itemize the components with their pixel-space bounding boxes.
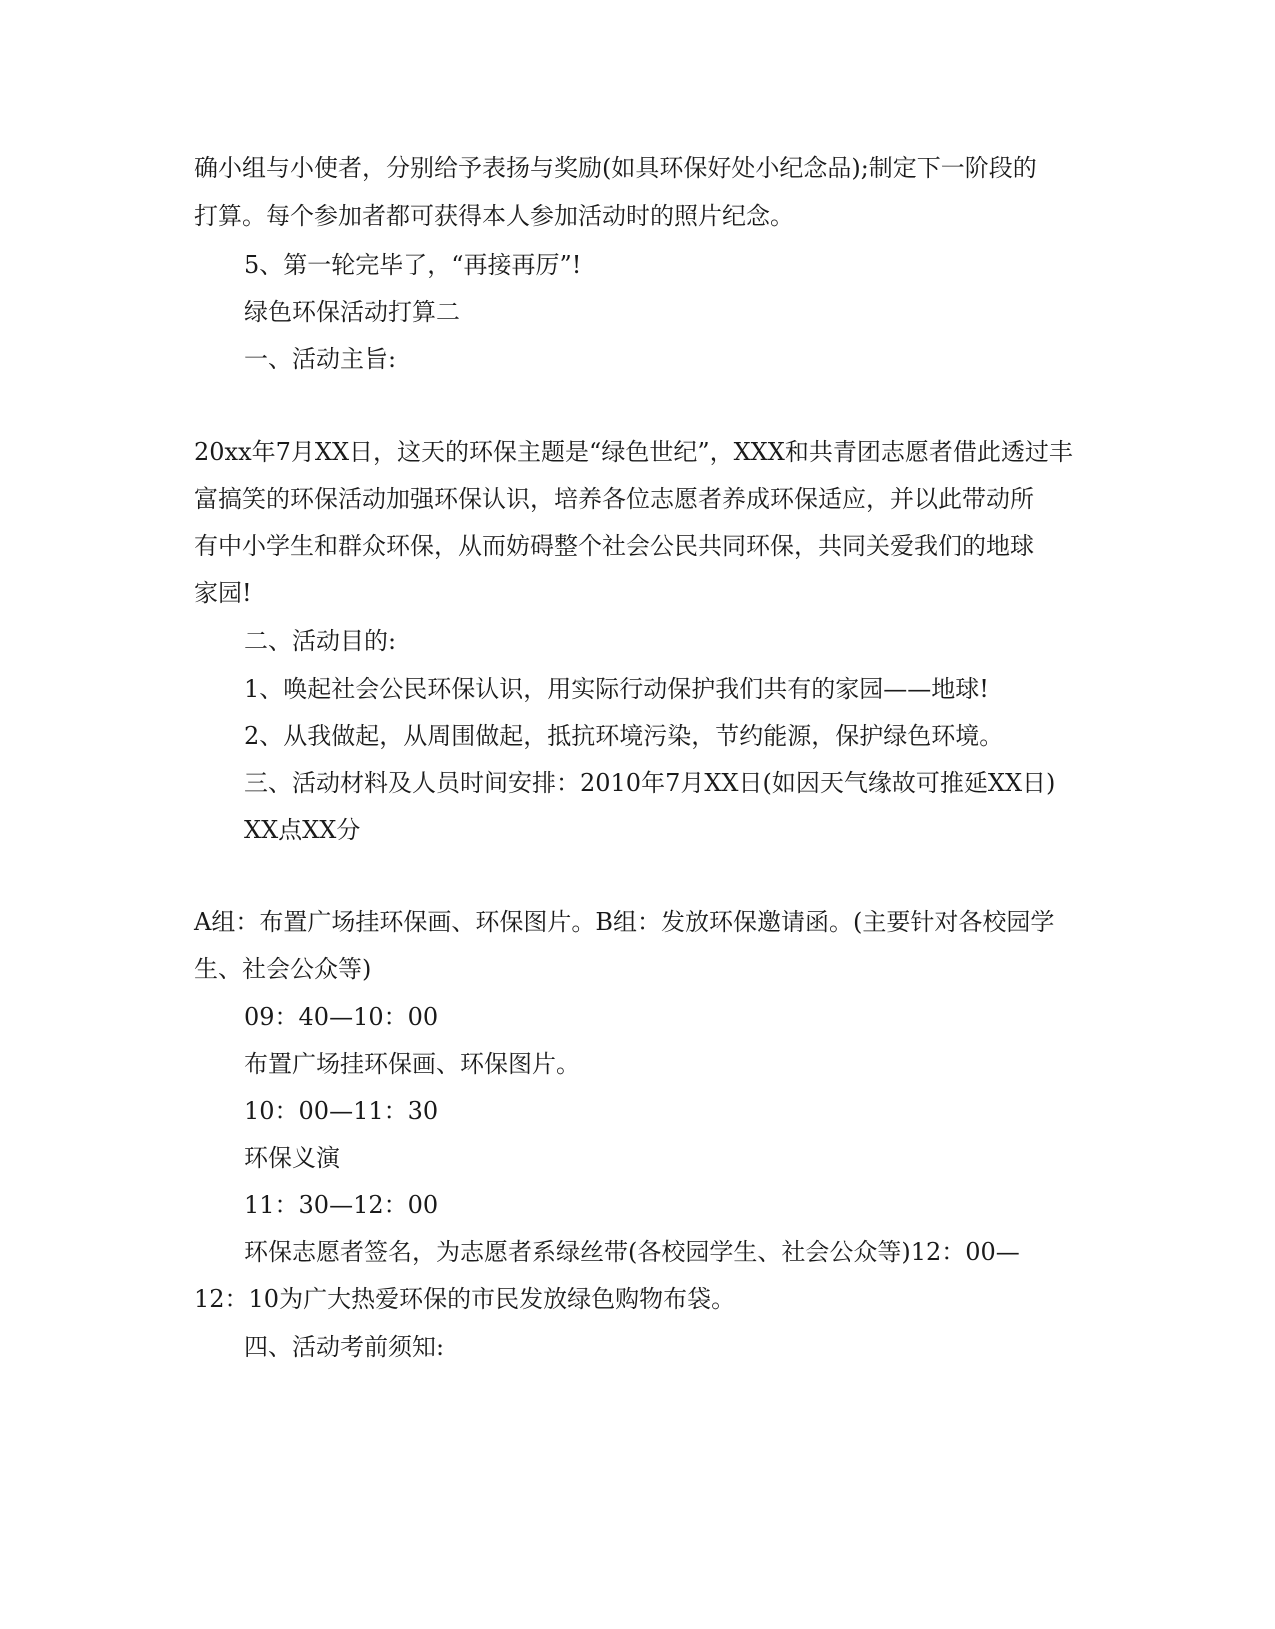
- paragraph-line: 确小组与小使者，分别给予表扬与奖励(如具环保好处小纪念品);制定下一阶段的: [194, 154, 1037, 182]
- paragraph-line: 富搞笑的环保活动加强环保认识，培养各位志愿者养成环保适应，并以此带动所: [194, 485, 1034, 513]
- schedule-activity: 环保志愿者签名，为志愿者系绿丝带(各校园学生、社会公众等)12：00—: [244, 1238, 1020, 1266]
- paragraph-line: 20xx年7月XX日，这天的环保主题是“绿色世纪”，XXX和共青团志愿者借此透过丰: [194, 438, 1073, 466]
- section-heading: 三、活动材料及人员时间安排：2010年7月XX日(如因天气缘故可推延XX日): [244, 769, 1056, 797]
- list-item: 1、唤起社会公民环保认识，用实际行动保护我们共有的家园——地球!: [244, 675, 989, 703]
- schedule-activity: 布置广场挂环保画、环保图片。: [244, 1050, 580, 1078]
- schedule-activity: 环保义演: [244, 1144, 340, 1172]
- paragraph-line: 家园!: [194, 579, 252, 607]
- schedule-time: 10：00—11：30: [244, 1097, 439, 1125]
- paragraph-line: A组：布置广场挂环保画、环保图片。B组：发放环保邀请函。(主要针对各校园学: [194, 908, 1055, 936]
- paragraph-line: 有中小学生和群众环保，从而妨碍整个社会公民共同环保，共同关爱我们的地球: [194, 532, 1034, 560]
- paragraph-line: 5、第一轮完毕了，“再接再厉”!: [244, 251, 582, 279]
- section-heading: 二、活动目的:: [244, 627, 397, 655]
- paragraph-line: XX点XX分: [244, 816, 361, 844]
- section-heading: 一、活动主旨:: [244, 345, 397, 373]
- section-heading: 四、活动考前须知:: [244, 1333, 445, 1361]
- paragraph-line: 生、社会公众等): [194, 955, 372, 983]
- paragraph-line: 打算。每个参加者都可获得本人参加活动时的照片纪念。: [194, 202, 794, 230]
- paragraph-line: 12：10为广大热爱环保的市民发放绿色购物布袋。: [194, 1285, 736, 1313]
- list-item: 2、从我做起，从周围做起，抵抗环境污染，节约能源，保护绿色环境。: [244, 722, 1004, 750]
- schedule-time: 11：30—12：00: [244, 1191, 439, 1219]
- section-title: 绿色环保活动打算二: [244, 298, 460, 326]
- schedule-time: 09：40—10：00: [244, 1003, 439, 1031]
